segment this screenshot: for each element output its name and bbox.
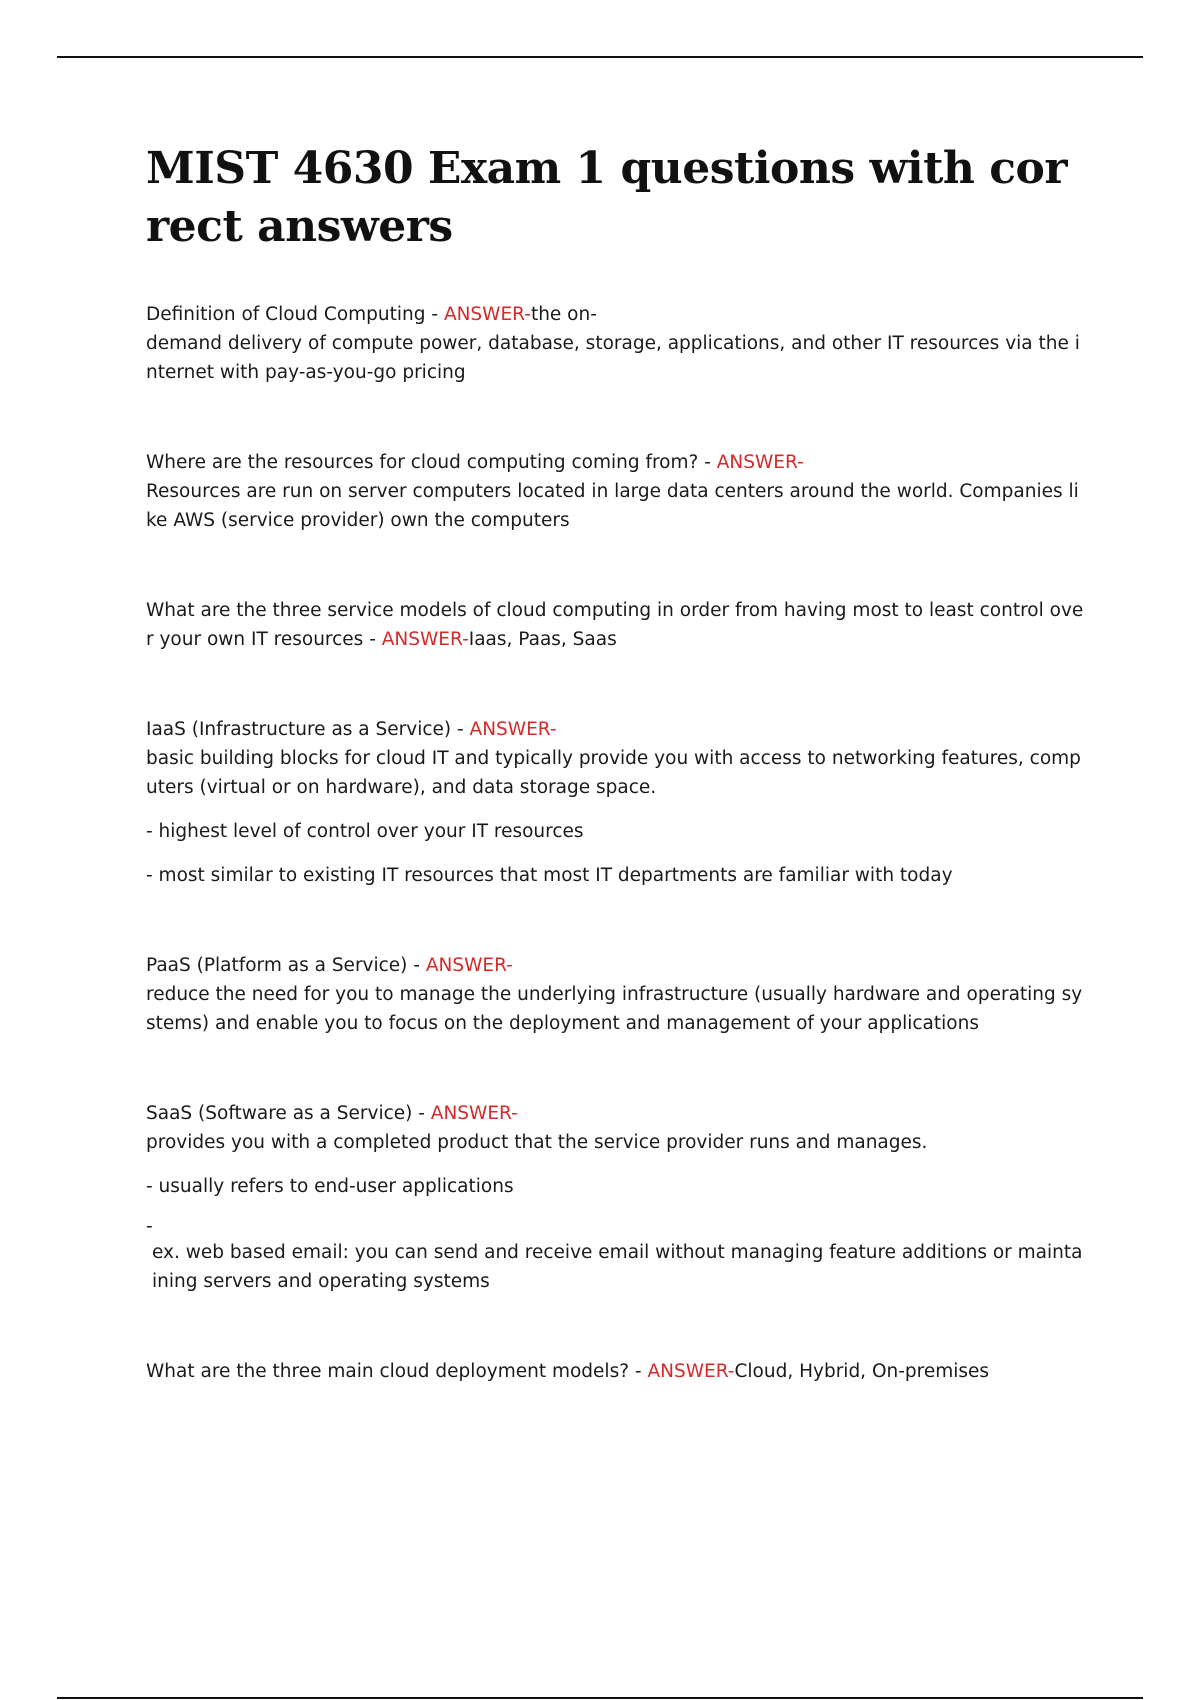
bullet-dash: - <box>146 1216 153 1237</box>
answer-text: basic building blocks for cloud IT and typically provide you with access to networking features, computers (virtual or on hardware), and data storage space. <box>146 748 1081 798</box>
answer-text: the on- <box>530 304 597 325</box>
qa-item-resources-source <box>146 448 1086 535</box>
answer-tag: ANSWER- <box>425 955 513 976</box>
answer-tag: ANSWER- <box>430 1103 518 1124</box>
document-title: MIST 4630 Exam 1 questions with correct answers <box>146 143 1068 252</box>
bottom-rule <box>57 1697 1143 1699</box>
answer-text: reduce the need for you to manage the underlying infrastructure (usually hardware and operating systems) and enable you to focus on the deployment and management of your applications <box>146 984 1083 1034</box>
answer-tag: ANSWER- <box>647 1361 735 1382</box>
answer-text: demand delivery of compute power, database, storage, applications, and other IT resources via the internet with pay-as-you-go pricing <box>146 333 1080 383</box>
answer-tag: ANSWER- <box>381 629 469 650</box>
example-text: ex. web based email: you can send and receive email without managing feature additions or maintaining servers and operating systems <box>152 1242 1083 1292</box>
question-text: What are the three main cloud deployment models? - <box>146 1361 648 1382</box>
qa-item-paas <box>146 951 1086 1038</box>
qa-item-service-models <box>146 596 1086 654</box>
answer-text: Cloud, Hybrid, On-premises <box>734 1361 990 1382</box>
question-text: SaaS (Software as a Service) - <box>146 1103 431 1124</box>
question-text: IaaS (Infrastructure as a Service) - <box>146 719 470 740</box>
bullet-point: - most similar to existing IT resources that most IT departments are familiar with today <box>146 865 953 886</box>
answer-text: Iaas, Paas, Saas <box>468 629 617 650</box>
question-text: Where are the resources for cloud computing coming from? - <box>146 452 717 473</box>
answer-tag: ANSWER- <box>469 719 557 740</box>
bullet-point: - highest level of control over your IT resources <box>146 821 584 842</box>
question-text: PaaS (Platform as a Service) - <box>146 955 426 976</box>
top-rule <box>57 56 1143 58</box>
answer-text: Resources are run on server computers located in large data centers around the world. Companies like AWS (service provider) own the computers <box>146 481 1079 531</box>
bullet-point: - usually refers to end-user applications <box>146 1176 514 1197</box>
question-text: What are the three service models of cloud computing in order from having most to least control over your own IT resources - <box>146 600 1084 650</box>
qa-item-cloud-definition <box>146 300 1086 387</box>
qa-item-deployment-models <box>146 1357 1086 1386</box>
qa-item-iaas <box>146 715 1086 890</box>
answer-tag: ANSWER- <box>443 304 531 325</box>
answer-text: provides you with a completed product that the service provider runs and manages. <box>146 1132 928 1153</box>
answer-tag: ANSWER- <box>716 452 804 473</box>
document-body <box>146 140 1086 1386</box>
question-text: Definition of Cloud Computing - <box>146 304 444 325</box>
qa-item-saas <box>146 1099 1086 1296</box>
